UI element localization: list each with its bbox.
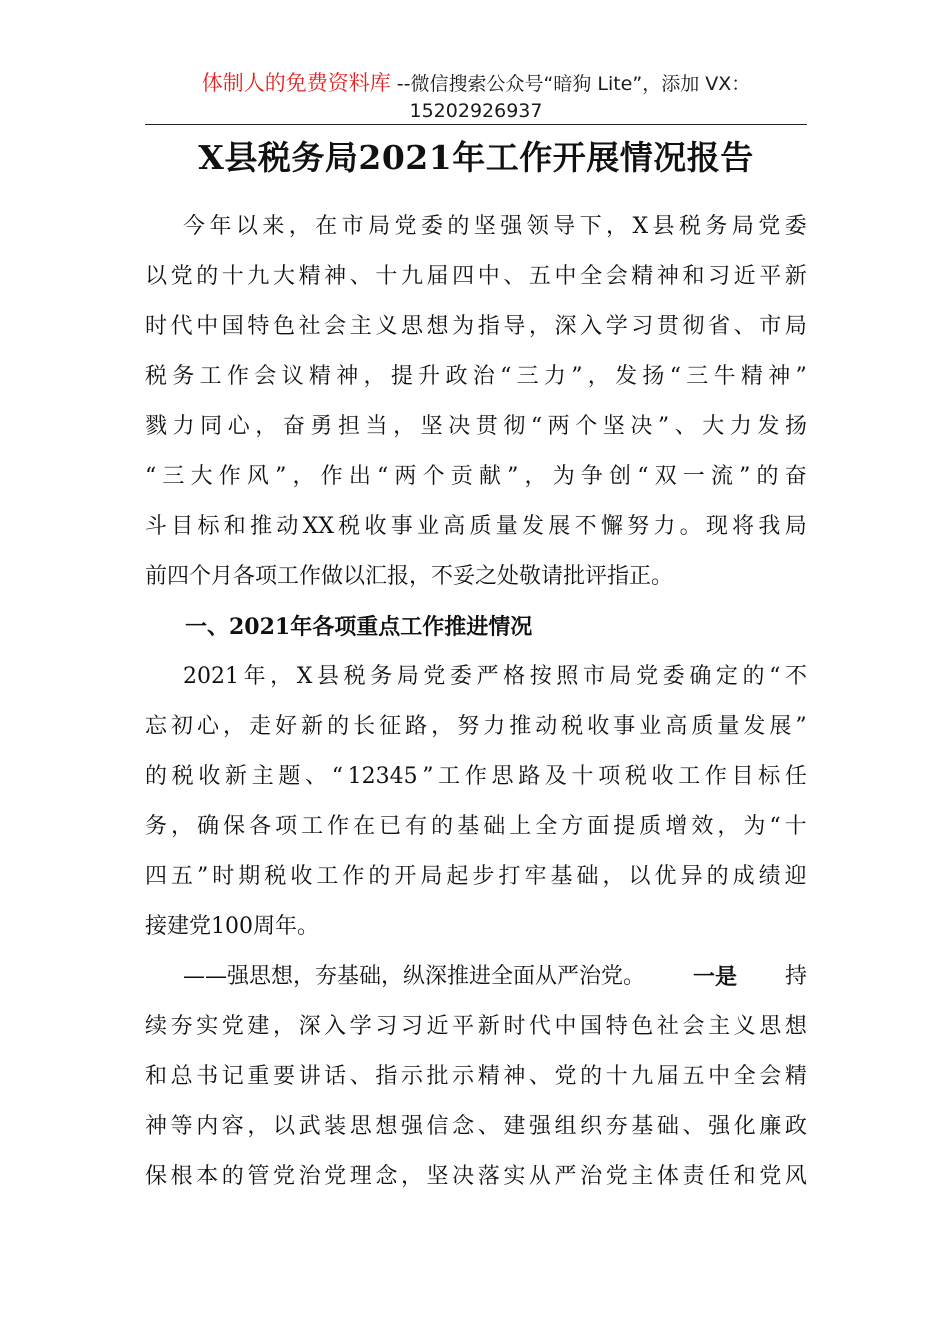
text-line — [145, 952, 807, 1002]
document-title: X县税务局2021年工作开展情况报告 — [198, 138, 754, 177]
text-line: 以 党 的 十 九 大 精 神 、 十 九 届 四 中 、 五 中 全 会 精 神 和 习 近 平 新 — [145, 264, 807, 289]
text-line: 接建党100周年。 — [145, 914, 319, 939]
text-line: 的 税 收 新 主 题 、 “ 12345 ” 工 作 思 路 及 十 项 税 收 工 作 目 标 任 — [145, 764, 807, 789]
header-divider — [145, 124, 807, 125]
subheading-text: ——强思想，夯基础，纵深推进全面从严治党。 — [183, 964, 646, 989]
section-heading: 一、2021年各项重点工作推进情况 — [185, 614, 533, 640]
paragraph-section1 — [145, 652, 807, 952]
text-line: 续 夯 实 党 建 ， 深 入 学 习 习 近 平 新 时 代 中 国 特 色 社 会 主 义 思 想 — [145, 1014, 807, 1039]
text-line: 四 五 ” 时 期 税 收 工 作 的 开 局 起 步 打 牢 基 础 ， 以 优 异 的 成 绩 迎 — [145, 864, 807, 889]
paragraph-party-building — [145, 952, 807, 1202]
text-line: 税 务 工 作 会 议 精 神 ， 提 升 政 治 “ 三 力 ” ， 发 扬 “ 三 牛 精 神 ” — [145, 364, 807, 389]
text-line: 神 等 内 容 ， 以 武 装 思 想 强 信 念 、 建 强 组 织 夯 基 础 、 强 化 廉 政 — [145, 1114, 807, 1139]
document-body — [145, 202, 807, 1202]
text-line: 2021 年 ， X 县 税 务 局 党 委 严 格 按 照 市 局 党 委 确 定 的 “ 不 — [183, 664, 807, 689]
text-line: 时 代 中 国 特 色 社 会 主 义 思 想 为 指 导 ， 深 入 学 习 贯 彻 省 、 市 局 — [145, 314, 807, 339]
text-line: “ 三 大 作 风 ” ， 作 出 “ 两 个 贡 献 ” ， 为 争 创 “ 双 一 流 ” 的 奋 — [145, 464, 807, 489]
text-line: 保 根 本 的 管 党 治 党 理 念 ， 坚 决 落 实 从 严 治 党 主 体 责 任 和 党 风 — [145, 1164, 807, 1189]
header-contact-number: 15202926937 — [409, 100, 543, 122]
text-line: 忘 初 心 ， 走 好 新 的 长 征 路 ， 努 力 推 动 税 收 事 业 高 质 量 发 展 ” — [145, 714, 807, 739]
text-line: 前四个月各项工作做以汇报，不妥之处敬请批评指正。 — [145, 564, 674, 589]
text-line: 和 总 书 记 重 要 讲 话 、 指 示 批 示 精 神 、 党 的 十 九 届 五 中 全 会 精 — [145, 1064, 807, 1089]
text-line: 戮 力 同 心 ， 奋 勇 担 当 ， 坚 决 贯 彻 “ 两 个 坚 决 ” 、 大 力 发 扬 — [145, 414, 807, 439]
text-line: 务 ， 确 保 各 项 工 作 在 已 有 的 基 础 上 全 方 面 提 质 增 效 ， 为 “ 十 — [145, 814, 807, 839]
paragraph-intro — [145, 202, 807, 602]
text-line: 今 年 以 来 ， 在 市 局 党 委 的 坚 强 领 导 下 ， X 县 税 务 局 党 委 — [183, 214, 807, 239]
watermark-header — [145, 70, 807, 125]
bold-marker: 一是 — [692, 964, 737, 990]
text-run: 持 — [784, 964, 807, 989]
header-promo-text: --微信搜索公众号“暗狗 Lite”，添加 VX： — [390, 73, 751, 95]
text-line: 斗 目 标 和 推 动 XX 税 收 事 业 高 质 量 发 展 不 懈 努 力 。 现 将 我 局 — [145, 514, 807, 539]
header-brand: 体制人的免费资料库 — [201, 71, 391, 95]
